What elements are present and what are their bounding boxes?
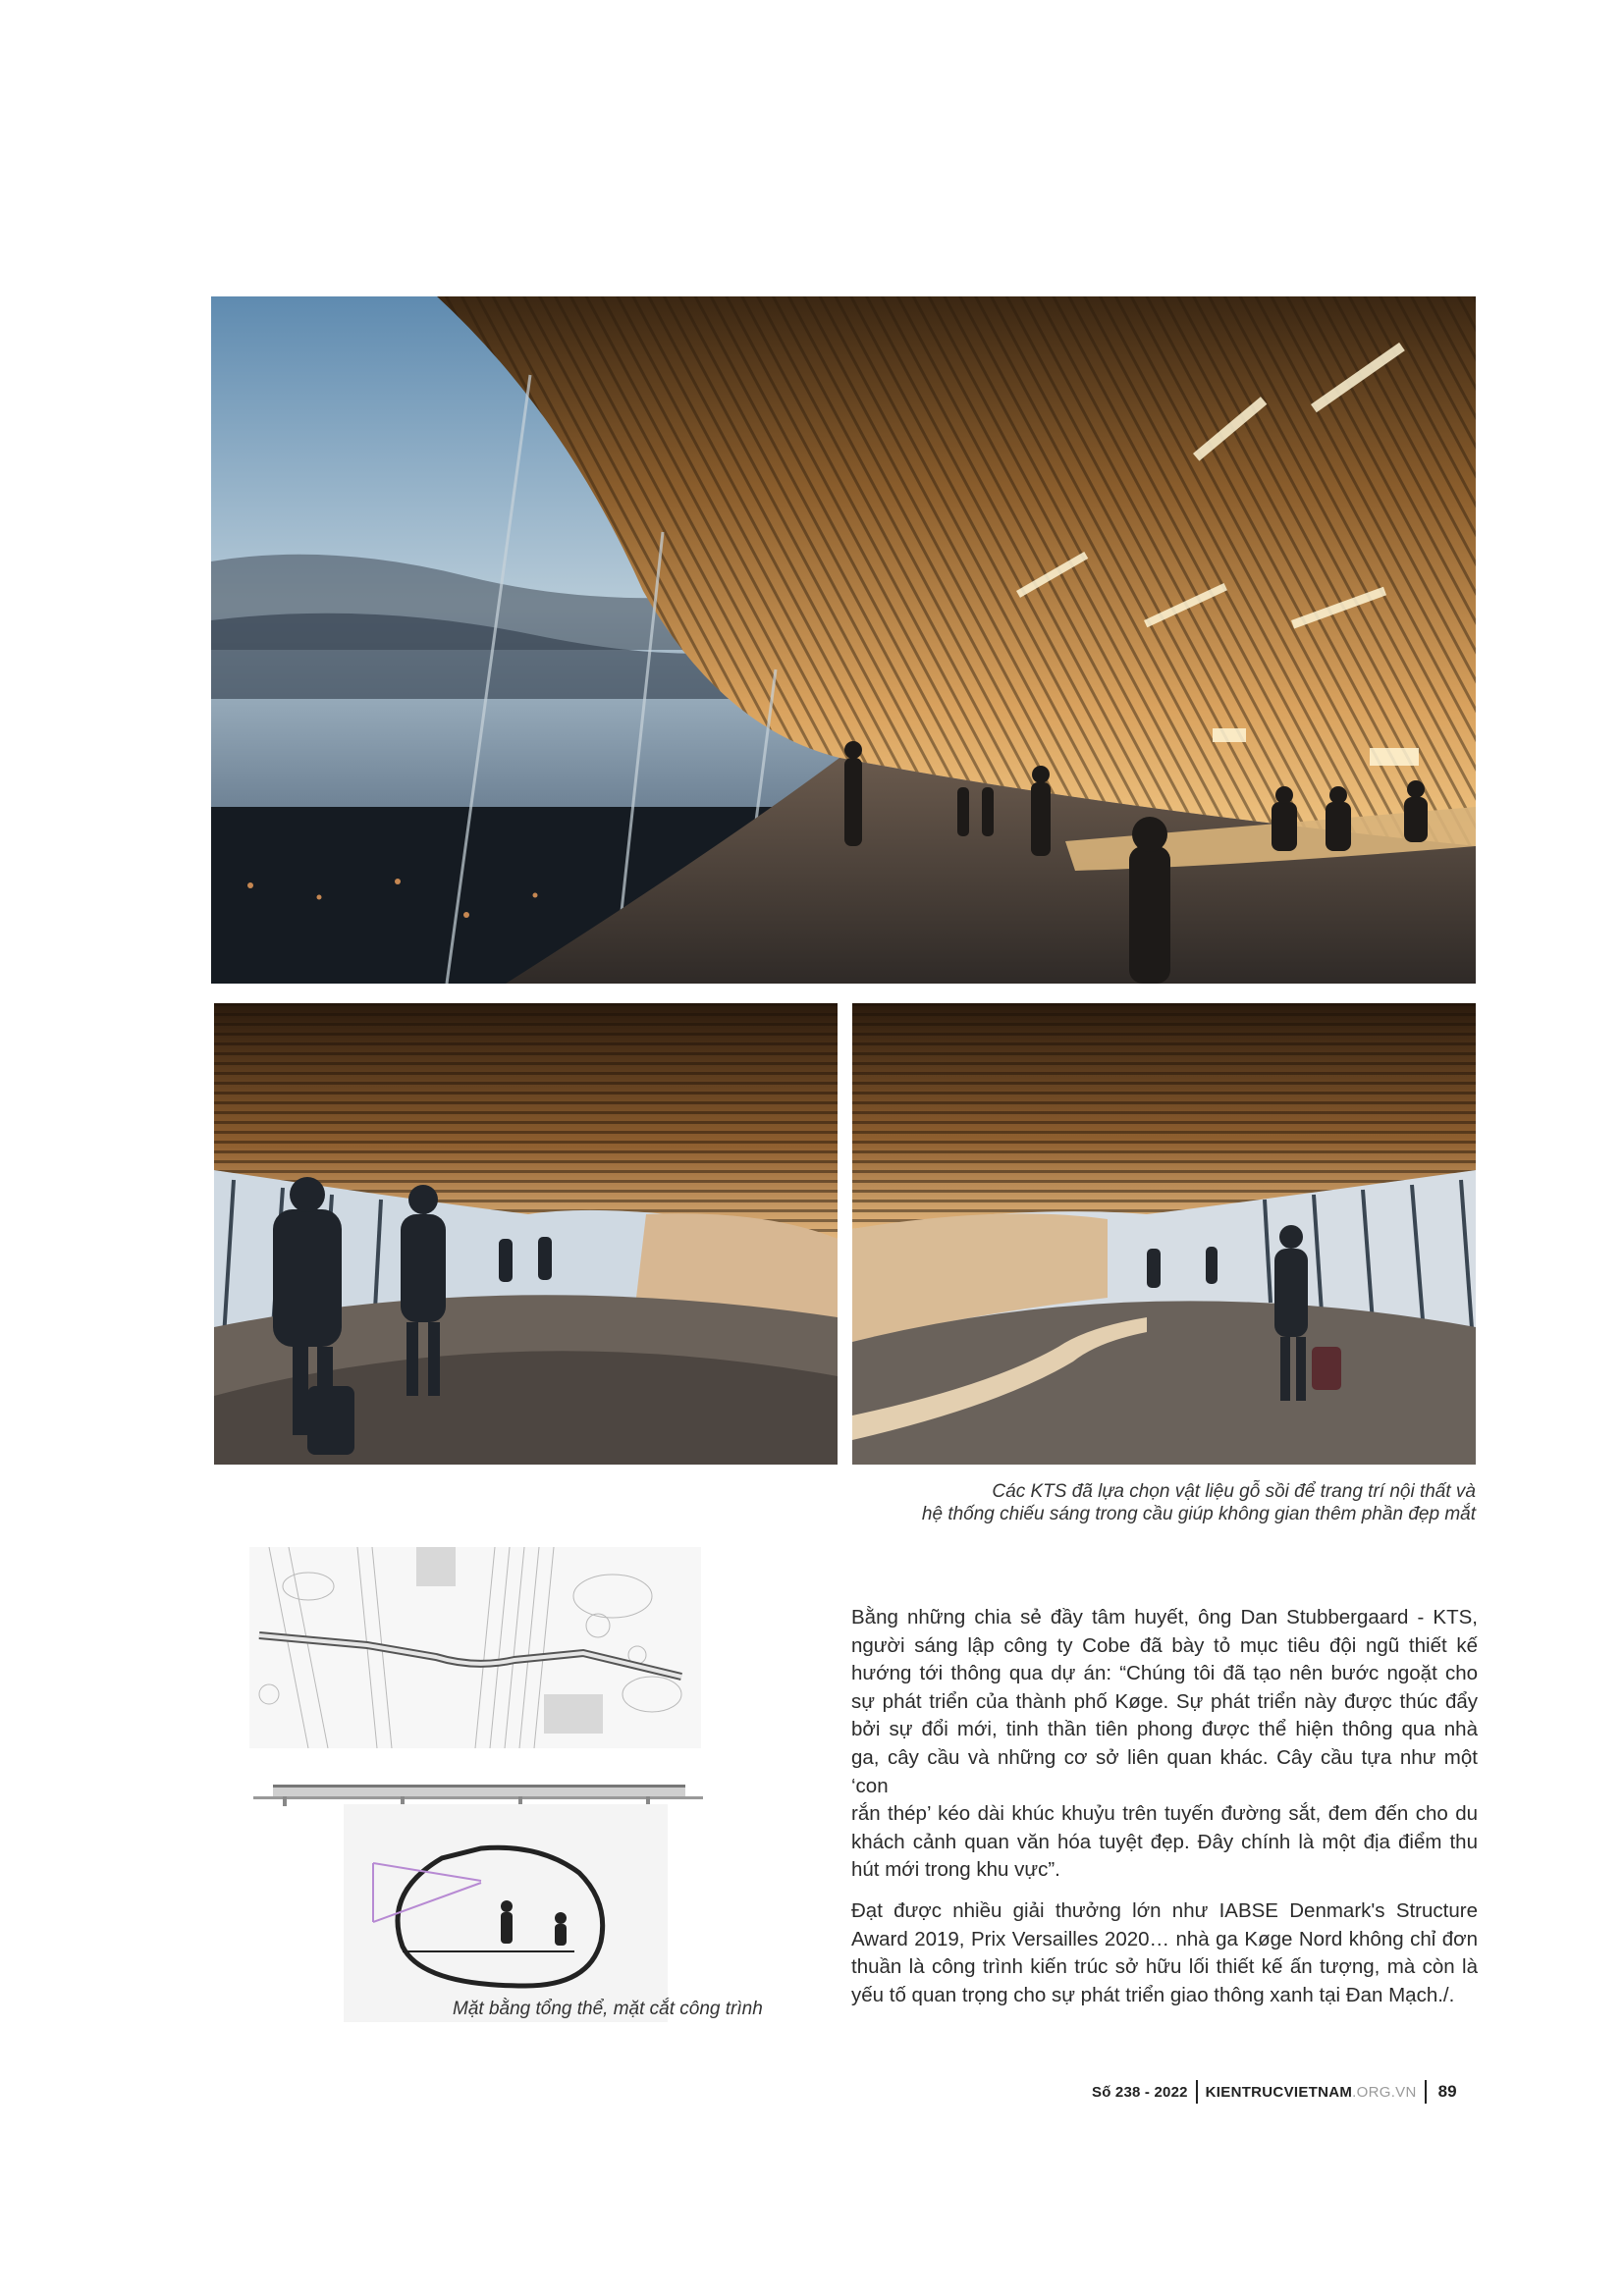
magazine-domain: .ORG.VN <box>1352 2083 1417 2101</box>
page-footer <box>1092 2077 1457 2107</box>
magazine-brand: KIENTRUCVIETNAM <box>1205 2083 1353 2101</box>
text-line: ga, cây cầu và những cơ sở liên quan khác. Cây cầu tựa như một ‘con <box>851 1745 1478 1797</box>
interior-photo-right-illustration <box>852 1003 1476 1465</box>
text-line: Bằng những chia sẻ đầy tâm huyết, ông Dan Stubbergaard - KTS, <box>851 1606 1478 1629</box>
text-line: hút mới trong khu vực”. <box>851 1858 1060 1882</box>
interior-photo-left-illustration <box>214 1003 838 1465</box>
issue-number: Số 238 - 2022 <box>1092 2083 1188 2101</box>
text-line: khách cảnh quan văn hóa tuyệt đẹp. Đây chính là một địa điểm thu <box>851 1830 1478 1853</box>
elevation-drawing <box>253 1779 703 1806</box>
section-illustration <box>344 1804 668 2022</box>
page-number: 89 <box>1437 2082 1457 2101</box>
drawings-caption: Mặt bằng tổng thể, mặt cắt công trình <box>453 1999 763 2019</box>
text-line: sự phát triển của thành phố Køge. Sự phát triển này được thúc đẩy <box>851 1689 1478 1713</box>
elevation-illustration <box>253 1779 703 1806</box>
hero-photo-illustration <box>211 296 1476 984</box>
text-line: Award 2019, Prix Versailles 2020… nhà ga Køge Nord không chỉ đơn <box>851 1927 1478 1950</box>
text-line: thuần là công trình kiến trúc sở hữu lối thiết kế ấn tượng, mà còn là <box>851 1955 1478 1979</box>
text-line: Đạt được nhiều giải thưởng lớn như IABSE Denmark's Structure <box>851 1899 1478 1922</box>
footer-divider <box>1196 2080 1198 2104</box>
hero-photo <box>211 296 1476 984</box>
site-plan-drawing <box>249 1547 701 1748</box>
body-paragraph-2 <box>851 1897 1478 2009</box>
photo-caption-line: hệ thống chiếu sáng trong cầu giúp không gian thêm phần đẹp mắt <box>921 1504 1476 1524</box>
text-line: yếu tố quan trọng cho sự phát triển giao thông xanh tại Đan Mạch./. <box>851 1983 1455 2006</box>
photo-caption-line: Các KTS đã lựa chọn vật liệu gỗ sồi để trang trí nội thất và <box>992 1481 1476 1502</box>
site-plan-illustration <box>249 1547 701 1748</box>
photo-caption <box>788 1480 1476 1525</box>
interior-photo-right <box>852 1003 1476 1465</box>
text-line: hướng tới thông qua dự án: “Chúng tôi đã tạo nên bước ngoặt cho <box>851 1662 1478 1685</box>
text-line: người sáng lập công ty Cobe đã bày tỏ mục tiêu đội ngũ thiết kế <box>851 1633 1478 1657</box>
text-line: bởi sự đổi mới, tinh thần tiên phong được thể hiện thông qua nhà <box>851 1718 1478 1741</box>
interior-photo-left <box>214 1003 838 1465</box>
footer-divider <box>1425 2080 1427 2104</box>
body-paragraph-1 <box>851 1604 1478 1885</box>
text-line: rắn thép’ kéo dài khúc khuỷu trên tuyến đường sắt, đem đến cho du <box>851 1802 1478 1826</box>
section-drawing <box>344 1804 668 2022</box>
